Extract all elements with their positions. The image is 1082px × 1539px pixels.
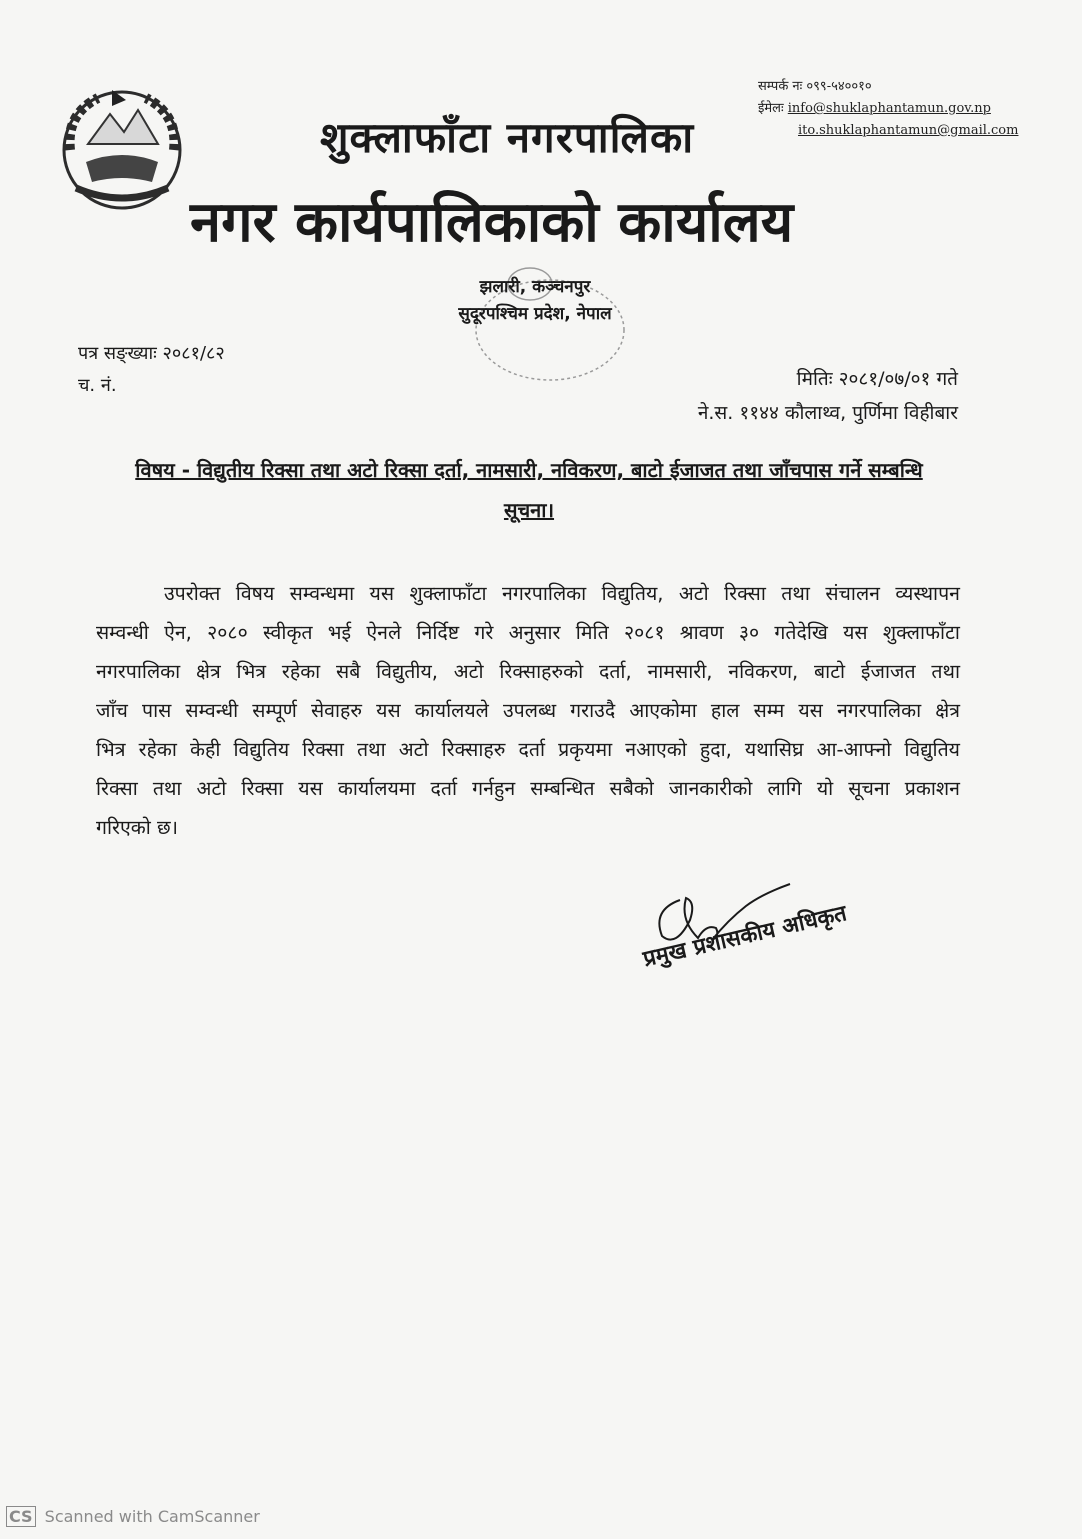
scanner-text: Scanned with CamScanner xyxy=(44,1507,260,1526)
reference-block xyxy=(78,338,225,402)
address-line-1: झलारी, कञ्चनपुर xyxy=(479,277,591,297)
camscanner-logo: CS xyxy=(6,1506,36,1527)
date-nepal-sambat: ने.स. ११४४ कौलाथ्व, पुर्णिमा विहीबार xyxy=(697,402,958,424)
subject-line-1: विषय - विद्युतीय रिक्सा तथा अटो रिक्सा दर्ता, नामसारी, नविकरण, बाटो ईजाजत तथा जाँचपास गर्ने सम्बन्धि xyxy=(135,458,923,482)
email-link-secondary[interactable]: ito.shuklaphantamun@gmail.com xyxy=(798,123,1019,138)
office-address xyxy=(450,274,620,328)
letter-number: पत्र सङ्ख्याः २०८१/८२ xyxy=(78,343,225,364)
date-block xyxy=(698,362,958,430)
contact-phone: सम्पर्क नः ०९९-५४००१० xyxy=(758,79,872,94)
address-line-2: सुदूरपश्चिम प्रदेश, नेपाल xyxy=(458,304,612,324)
body-line: गरिएको छ। xyxy=(96,816,179,839)
email-link-primary[interactable]: info@shuklaphantamun.gov.np xyxy=(787,101,991,116)
nepal-emblem-icon xyxy=(52,84,192,210)
body-line: रिक्सा तथा अटो रिक्सा यस कार्यालयमा दर्ता गर्नहुन सम्बन्धित सबैको जानकारीको लागि यो सूचना प्रकाशन xyxy=(96,777,960,800)
subject-line-2: सूचना। xyxy=(503,498,555,522)
dispatch-number: च. नं. xyxy=(78,375,117,396)
scanner-watermark xyxy=(6,1506,260,1527)
office-title: नगर कार्यपालिकाको कार्यालय xyxy=(190,190,794,255)
municipality-title: शुक्लाफाँटा नगरपालिका xyxy=(320,113,695,162)
body-line: उपरोक्त विषय सम्वन्धमा यस शुक्लाफाँटा नगरपालिका विद्युतिय, अटो रिक्सा तथा संचालन व्यस्थापन xyxy=(164,582,960,605)
body-line: सम्वन्धी ऐन, २०८० स्वीकृत भई ऐनले निर्दिष्ट गरे अनुसार मिति २०८१ श्रावण ३० गतेदेखि यस शुक्लाफाँटा xyxy=(96,621,960,644)
body-line: जाँच पास सम्वन्धी सम्पूर्ण सेवाहरु यस कार्यालयले उपलब्ध गराउदै आएकोमा हाल सम्म यस नगरपालिका क्षेत्र xyxy=(96,699,960,722)
body-line: नगरपालिका क्षेत्र भित्र रहेका सबै विद्युतीय, अटो रिक्साहरुको दर्ता, नामसारी, नविकरण, बाटो ईजाजत तथा xyxy=(96,660,960,683)
body-line: भित्र रहेका केही विद्युतिय रिक्सा तथा अटो रिक्साहरु दर्ता प्रकृयमा नआएको हुदा, यथासिघ्र आ-आफ्नो विद्युतिय xyxy=(96,738,960,761)
email-label: ईमेलः xyxy=(758,101,784,116)
subject-heading xyxy=(96,450,962,530)
contact-block xyxy=(758,76,1058,142)
date-bs: मितिः २०८१/०७/०१ गते xyxy=(796,368,958,390)
signatory-title: प्रमुख प्रशासकीय अधिकृत xyxy=(640,901,850,973)
notice-body xyxy=(96,574,960,847)
